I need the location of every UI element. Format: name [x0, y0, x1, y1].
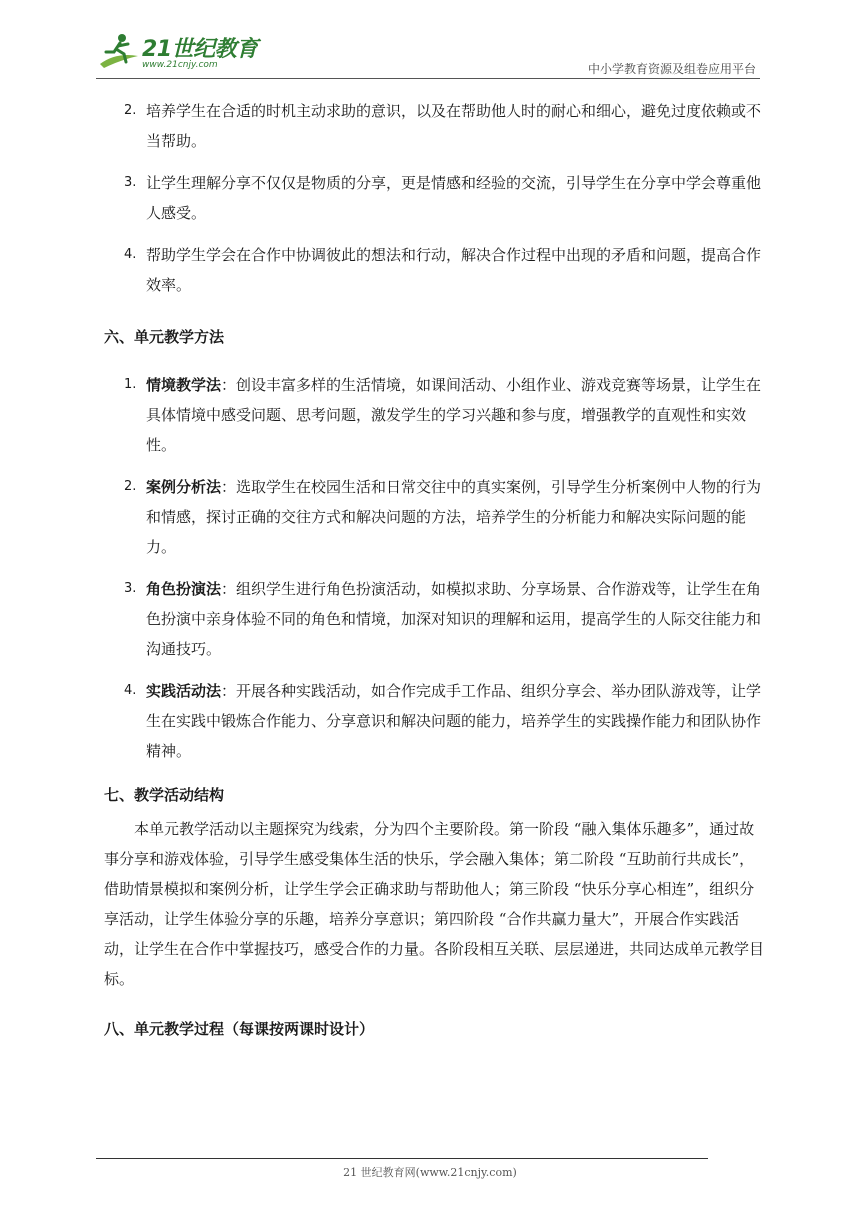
item-number: 2. — [124, 479, 137, 494]
footer-text[interactable]: 21 世纪教育网(www.21cnjy.com) — [343, 1166, 517, 1179]
document-body — [104, 96, 764, 1062]
item-text: 帮助学生学会在合作中协调彼此的想法和行动，解决合作过程中出现的矛盾和问题，提高合作效率。 — [146, 246, 762, 294]
section-heading: 六、单元教学方法 — [104, 328, 225, 346]
platform-name: 中小学教育资源及组卷应用平台 — [587, 62, 756, 76]
item-text: ：选取学生在校园生活和日常交往中的真实案例，引导学生分析案例中人物的行为和情感，探讨正确的交往方式和解决问题的方法，培养学生的分析能力和解决实际问题的能力。 — [146, 478, 762, 556]
item-number: 2. — [124, 103, 137, 118]
list-item — [104, 472, 764, 562]
item-term: 案例分析法 — [146, 478, 222, 496]
logo-text: 21世纪教育 — [142, 37, 258, 62]
item-number: 4. — [124, 683, 137, 698]
item-term: 实践活动法 — [146, 682, 222, 700]
header-divider — [96, 78, 760, 79]
item-number: 3. — [124, 581, 137, 596]
runner-icon — [96, 30, 140, 74]
list-item — [104, 676, 764, 766]
item-term: 角色扮演法 — [146, 580, 222, 598]
logo-url: www.21cnjy.com — [142, 60, 218, 70]
list-item — [104, 574, 764, 664]
section-heading: 七、教学活动结构 — [104, 786, 225, 804]
item-number: 4. — [124, 247, 137, 262]
list-item — [104, 96, 764, 156]
list-item — [104, 168, 764, 228]
item-text: 让学生理解分享不仅仅是物质的分享，更是情感和经验的交流，引导学生在分享中学会尊重他人感受。 — [146, 174, 762, 222]
item-text: ：组织学生进行角色扮演活动，如模拟求助、分享场景、合作游戏等，让学生在角色扮演中亲身体验不同的角色和情境，加深对知识的理解和运用，提高学生的人际交往能力和沟通技巧。 — [146, 580, 762, 658]
item-number: 3. — [124, 175, 137, 190]
site-logo[interactable] — [96, 30, 266, 76]
list-item — [104, 240, 764, 300]
item-number: 1. — [124, 377, 137, 392]
item-term: 情境教学法 — [146, 376, 222, 394]
section-heading: 八、单元教学过程（每课按两课时设计） — [104, 1020, 375, 1038]
page-header — [0, 0, 860, 80]
list-item — [104, 370, 764, 460]
item-text: ：创设丰富多样的生活情境，如课间活动、小组作业、游戏竞赛等场景，让学生在具体情境中感受问题、思考问题，激发学生的学习兴趣和参与度，增强教学的直观性和实效性。 — [146, 376, 762, 454]
section-paragraph: 本单元教学活动以主题探究为线索，分为四个主要阶段。第一阶段 “融入集体乐趣多”，通过故事分享和游戏体验，引导学生感受集体生活的快乐，学会融入集体；第二阶段 “互助前行共成长”，借助情景模拟和案例分析，让学生学会正确求助与帮助他人；第三阶段 “快乐分享心相连”，组织分享活动，让学生体验分享的乐趣，培养分享意识；第四阶段 “合作共赢力量大”，开展合作实践活动，让学生在合作中掌握技巧，感受合作的力量。各阶段相互关联、层层递进，共同达成单元教学目标。 — [104, 820, 765, 988]
goal-list — [104, 96, 764, 300]
item-text: ：开展各种实践活动，如合作完成手工作品、组织分享会、举办团队游戏等，让学生在实践中锻炼合作能力、分享意识和解决问题的能力，培养学生的实践操作能力和团队协作精神。 — [146, 682, 762, 760]
method-list — [104, 370, 764, 766]
footer-divider — [96, 1158, 708, 1159]
item-text: 培养学生在合适的时机主动求助的意识，以及在帮助他人时的耐心和细心，避免过度依赖或不当帮助。 — [146, 102, 762, 150]
